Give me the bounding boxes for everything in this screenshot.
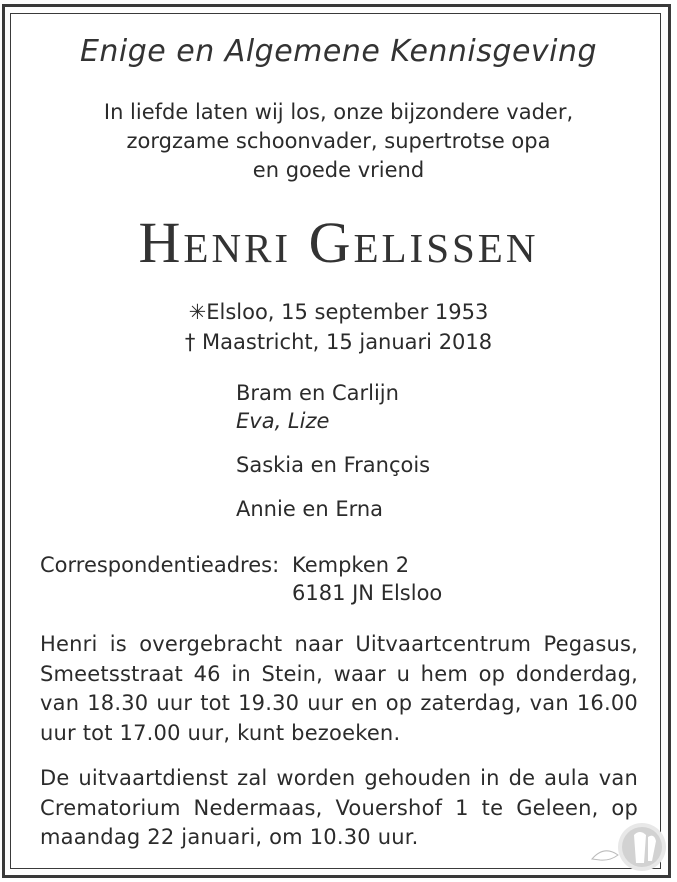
family-member: Annie en Erna	[236, 497, 384, 521]
family-member: Bram en Carlijn	[236, 381, 399, 405]
intro-line: en goede vriend	[252, 158, 425, 182]
funeral-paragraph: De uitvaartdienst zal worden gehouden in de aula van Crematorium Nedermaas, Vouershof 1 te Geleen, op maandag 22 januari, om 10.30 uur.	[40, 766, 638, 849]
visitation-paragraph: Henri is overgebracht naar Uitvaartcentrum Pegasus, Smeetsstraat 46 in Stein, waar u hem op donderdag, van 18.30 uur tot 19.30 uur en op zaterdag, van 16.00 uur tot 17.00 uur, kunt bezoeken.	[40, 632, 638, 745]
announcement-heading: Enige en Algemene Kennisgeving	[79, 34, 598, 69]
deceased-name: Henri Gelissen	[138, 210, 539, 275]
correspondence-label: Correspondentieadres:	[40, 553, 280, 577]
family-grandchildren: Eva, Lize	[236, 409, 330, 433]
intro-text	[0, 98, 677, 185]
correspondence-street: Kempken 2	[292, 553, 410, 577]
intro-line: In liefde laten wij los, onze bijzondere vader,	[103, 100, 574, 124]
family-member: Saskia en François	[236, 453, 431, 477]
birth-line: ✳Elsloo, 15 september 1953	[188, 300, 489, 324]
death-line: † Maastricht, 15 januari 2018	[184, 330, 493, 354]
life-dates	[0, 297, 677, 357]
correspondence-city: 6181 JN Elsloo	[292, 581, 443, 605]
dove-logo-icon	[590, 815, 670, 875]
intro-line: zorgzame schoonvader, supertrotse opa	[126, 129, 551, 153]
